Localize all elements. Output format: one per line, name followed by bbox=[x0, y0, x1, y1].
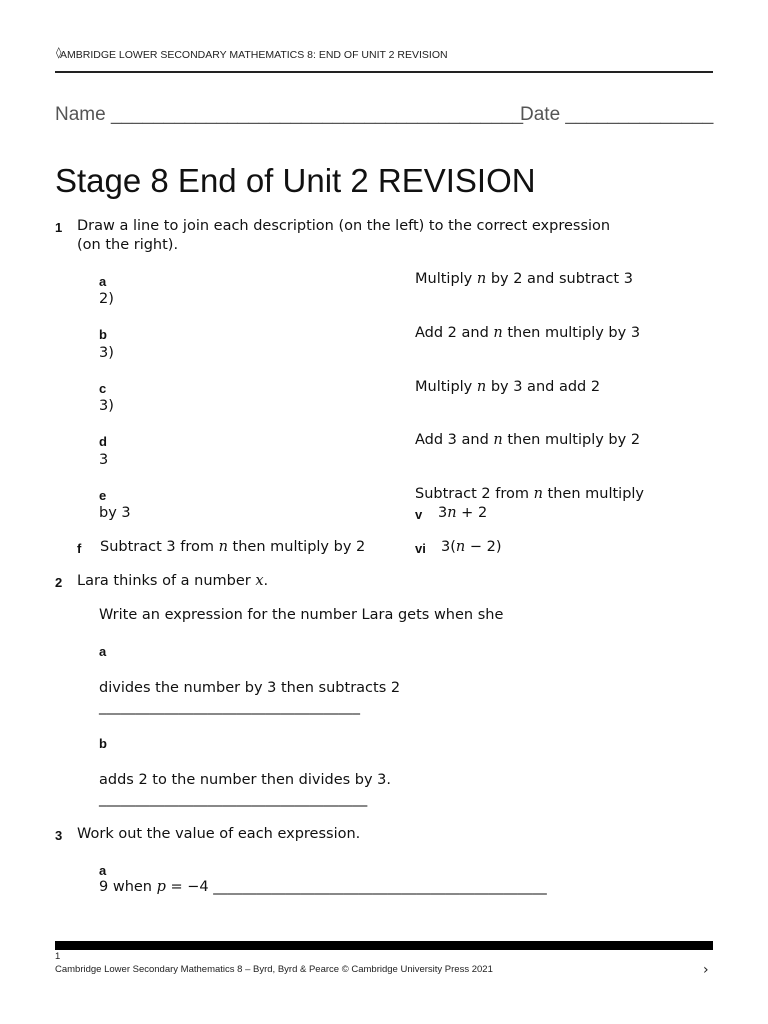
expr-text: 3 bbox=[438, 505, 448, 521]
right-expression bbox=[438, 505, 487, 521]
part-label: a bbox=[99, 863, 107, 878]
expr-text: + 2 bbox=[456, 505, 488, 521]
variable: n bbox=[476, 271, 487, 287]
question-number: 2 bbox=[55, 575, 63, 590]
variable: n bbox=[493, 325, 503, 341]
part-text-b: = −4 bbox=[165, 879, 214, 895]
question-number: 1 bbox=[55, 220, 63, 235]
header-rule bbox=[55, 71, 713, 73]
roman-label: vi bbox=[415, 541, 426, 556]
roman-label: v bbox=[415, 507, 423, 522]
part-label: a bbox=[99, 644, 107, 659]
part-text: divides the number by 3 then subtracts 2 bbox=[99, 680, 401, 696]
left-description bbox=[100, 539, 365, 555]
name-field[interactable]: Name _______________________________________ bbox=[55, 104, 524, 125]
desc-text: then multiply by 2 bbox=[502, 432, 641, 448]
part-label: a bbox=[99, 274, 107, 289]
right-description bbox=[415, 432, 640, 448]
part-text: adds 2 to the number then divides by 3. bbox=[99, 772, 392, 788]
instruction: Write an expression for the number Lara gets when she bbox=[99, 607, 504, 623]
right-description bbox=[415, 271, 633, 287]
left-expression: 3) bbox=[99, 398, 114, 414]
date-field[interactable]: Date ______________ bbox=[520, 104, 714, 125]
right-description bbox=[415, 486, 644, 502]
desc-text: Subtract 3 from bbox=[100, 539, 219, 555]
part-label: b bbox=[99, 327, 107, 342]
variable: n bbox=[476, 379, 487, 395]
right-expression bbox=[441, 539, 501, 555]
right-description bbox=[415, 379, 600, 395]
variable: n bbox=[533, 486, 543, 502]
part-label: d bbox=[99, 434, 107, 449]
desc-text: then multiply bbox=[542, 486, 645, 502]
part-label: b bbox=[99, 736, 107, 751]
desc-text: Multiply bbox=[415, 271, 477, 287]
left-expression: 3 bbox=[99, 452, 109, 468]
desc-text: Subtract 2 from bbox=[415, 486, 534, 502]
question-prompt-cont: (on the right). bbox=[77, 237, 179, 253]
variable: n bbox=[455, 539, 466, 555]
question-prompt: Work out the value of each expression. bbox=[77, 826, 361, 842]
left-expression: 2) bbox=[99, 291, 114, 307]
answer-line[interactable]: _____________________________________ bbox=[99, 791, 368, 807]
variable: p bbox=[156, 879, 166, 895]
desc-text: by 3 and add 2 bbox=[486, 379, 601, 395]
desc-text: Add 2 and bbox=[415, 325, 494, 341]
part-text bbox=[99, 879, 547, 895]
expr-text: 3( bbox=[441, 539, 456, 555]
variable: n bbox=[218, 539, 228, 555]
prompt-text: . bbox=[263, 573, 269, 589]
part-label: e bbox=[99, 488, 107, 503]
header-mark: ◊ bbox=[56, 46, 62, 59]
page-title: Stage 8 End of Unit 2 REVISION bbox=[55, 162, 536, 199]
expr-text: − 2) bbox=[465, 539, 502, 555]
part-text-a: 9 when bbox=[99, 879, 157, 895]
corner-mark: › bbox=[703, 962, 709, 978]
prompt-text: Lara thinks of a number bbox=[77, 573, 256, 589]
desc-text: then multiply by 3 bbox=[502, 325, 641, 341]
desc-text: then multiply by 2 bbox=[227, 539, 366, 555]
variable: n bbox=[447, 505, 457, 521]
question-number: 3 bbox=[55, 828, 63, 843]
question-prompt: Draw a line to join each description (on the left) to the correct expression bbox=[77, 218, 611, 234]
footer-rule bbox=[55, 941, 713, 950]
page-number: 1 bbox=[55, 951, 61, 962]
question-prompt bbox=[77, 573, 268, 589]
answer-line[interactable]: ____________________________________ bbox=[99, 699, 360, 715]
answer-line[interactable]: ______________________________________________ bbox=[213, 879, 547, 895]
part-label: f bbox=[77, 541, 82, 556]
variable: x bbox=[255, 573, 264, 589]
variable: n bbox=[493, 432, 503, 448]
part-label: c bbox=[99, 381, 107, 396]
desc-text: by 2 and subtract 3 bbox=[486, 271, 633, 287]
left-expression: 3) bbox=[99, 345, 114, 361]
desc-text: Multiply bbox=[415, 379, 477, 395]
footer-credit: Cambridge Lower Secondary Mathematics 8 – Byrd, Byrd & Pearce © Cambridge University Press 2021 bbox=[55, 964, 493, 975]
left-expression: by 3 bbox=[99, 505, 131, 521]
right-description bbox=[415, 325, 640, 341]
desc-text: Add 3 and bbox=[415, 432, 494, 448]
running-header: AMBRIDGE LOWER SECONDARY MATHEMATICS 8: END OF UNIT 2 REVISION bbox=[60, 49, 448, 61]
